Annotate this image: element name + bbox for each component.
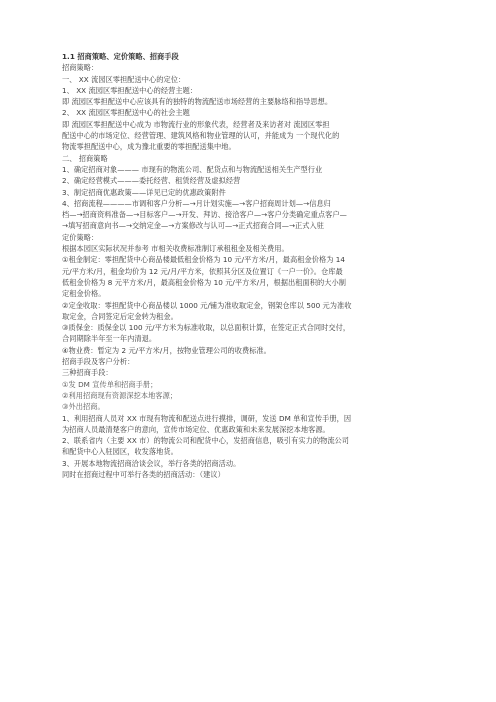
paragraph-line: 元/平方米/月，租金均价为 12 元/月/平方米，依照其分区及位置订《一户一价》。仓库最 xyxy=(62,266,343,276)
paragraph-line: 4、招商流程————市调和客户分析—→月计划实施—→客户招商周计划—→信息归 xyxy=(62,198,331,208)
paragraph-line: 2、确定经营模式———委托经营、租赁经营及虚拟经营 xyxy=(62,176,241,186)
paragraph-line: 1、利用招商人员对 XX 市现有物流和配送点进行摸排，调研，发送 DM 单和宣传手册，因 xyxy=(62,413,352,423)
paragraph-line: 取定金，合同签定后定金转为租金。 xyxy=(62,311,178,321)
subheading-business-strategy: 招商策略： xyxy=(62,63,99,73)
paragraph-line: ②定金收取：零担配货中心商品楼以 1000 元/铺为准收取定金，钢架仓库以 500 元为准收 xyxy=(62,300,352,310)
paragraph-line: 同时在招商过程中可举行各类的招商活动：（建议） xyxy=(62,469,225,479)
paragraph-line: 3、开展本地物流招商洽谈会议，举行各类的招商活动。 xyxy=(62,458,241,468)
paragraph-line: →填写招商意向书—→交纳定金—→方案修改与认可—→正式招商合同—→正式入驻 xyxy=(62,221,324,231)
paragraph-line: 档—→招商资料准备—→目标客户—→开发、拜访、接洽客户—→客户分类确定重点客户— xyxy=(62,210,347,220)
paragraph-line: 2、联系省内（主要 XX 市）的物流公司和配货中心，发招商信息，吸引有实力的物流公司 xyxy=(62,436,350,446)
paragraph-line: 配送中心的市场定位、经营管理、建筑风格和物业管理的认可，并能成为 一个现代化的 xyxy=(62,131,340,141)
paragraph-line: 为招商人员最清楚客户的意向，宣传市场定位、优惠政策和未来发展深挖本地客源。 xyxy=(62,424,330,434)
paragraph-line: 和配货中心入驻园区，收发落地货。 xyxy=(62,447,178,457)
paragraph-line: 1、确定招商对象——— 市现有的物流公司、配货点和与物流配送相关生产型行业 xyxy=(62,164,323,174)
outline-item: 2、 XX 流园区零担配送中心的社会主题 xyxy=(62,108,190,118)
paragraph-line: 合同期除半年至一年内清退。 xyxy=(62,334,157,344)
paragraph-line: 低租金价格为 8 元平方米/月，最高租金价格为 10 元/平方米/月，根据出租面积的大小制 xyxy=(62,277,346,287)
subheading-customer-analysis: 招商手段及客户分析： xyxy=(62,357,135,367)
section-title: 1.1 招商策略、定价策略、招商手段 xyxy=(62,52,179,61)
paragraph-line: 3、制定招商优惠政策——详见已定的优惠政策附件 xyxy=(62,187,226,197)
subheading-three-means: 三种招商手段： xyxy=(62,368,113,378)
outline-item: 二、 招商策略 xyxy=(62,153,108,163)
paragraph-line: ④物业费：暂定为 2 元/平方米/月，按物业管理公司的收费标准。 xyxy=(62,345,271,355)
list-item: ③外出招商。 xyxy=(62,402,105,412)
list-item: ①发 DM 宣传单和招商手册； xyxy=(62,379,158,389)
paragraph-line: ③质保金：质保金以 100 元/平方米为标准收取，以总面积计算，在签定正式合同时交付， xyxy=(62,323,351,333)
paragraph-line: 根据本园区实际状况并参考 市相关收费标准制订承租租金及相关费用。 xyxy=(62,244,289,254)
outline-item: 1、 XX 流园区零担配送中心的经营主题： xyxy=(62,85,198,95)
paragraph-line: 即 流园区零担配送中心成为 市物流行业的形象代表，经营者及来访者对 流园区零担 xyxy=(62,119,330,129)
subheading-pricing-strategy: 定价策略： xyxy=(62,232,99,242)
document-body xyxy=(62,51,458,480)
list-item: ②利用招商现有资源深挖本地客源； xyxy=(62,390,178,400)
paragraph-line: ①租金制定：零担配货中心商品楼最低租金价格为 10 元/平方米/月，最高租金价格为 14 xyxy=(62,255,346,265)
outline-item: 一、 XX 流园区零担配送中心的定位： xyxy=(62,74,186,84)
paragraph-line: 定租金价格。 xyxy=(62,289,106,299)
paragraph-line: 物流零担配送中心，成为豫北重要的零担配送集中地。 xyxy=(62,142,236,152)
paragraph-line: 即 流园区零担配送中心应该具有的独特的物流配送市场经营的主要脉络和指导思想。 xyxy=(62,97,333,107)
